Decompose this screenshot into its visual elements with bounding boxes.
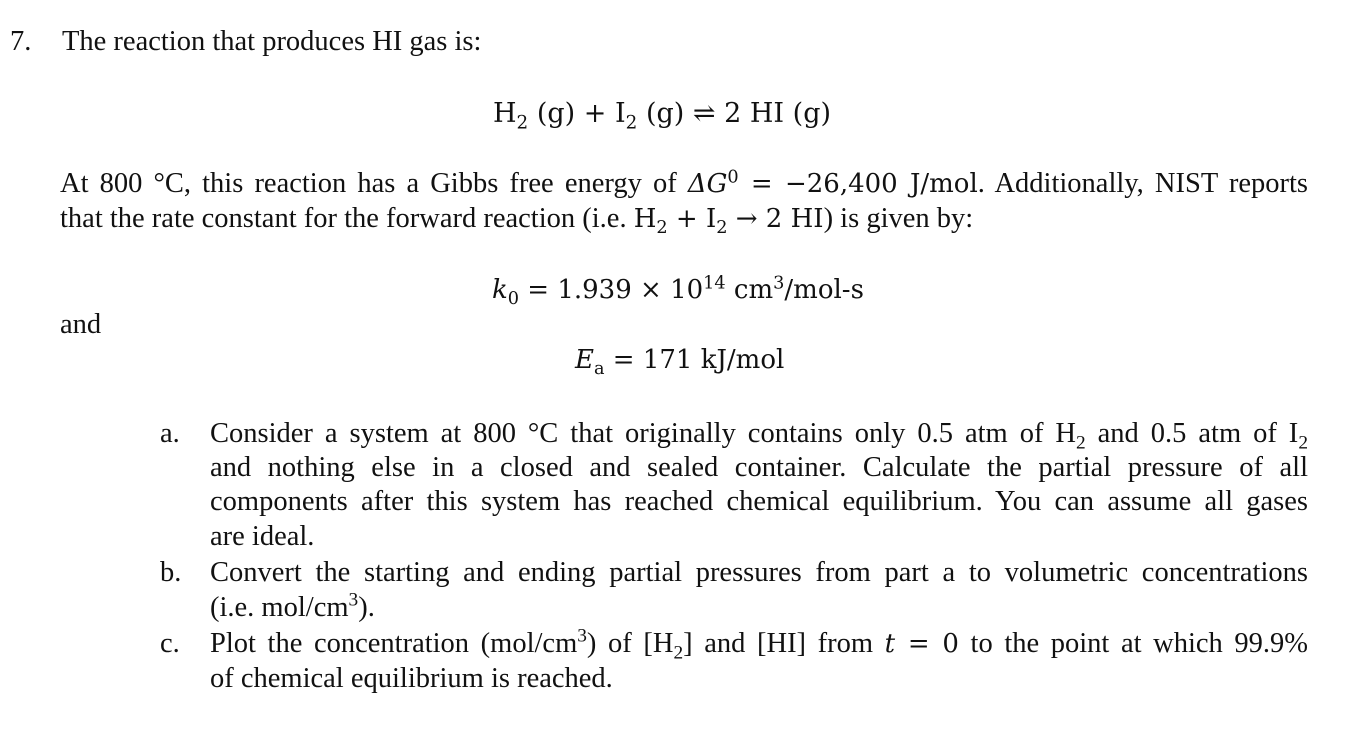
part-b-label: b.: [160, 557, 182, 588]
part-a-line-1: Consider a system at 800 °C that originally contains only 0.5 atm of $H_2$ and 0.5 atm of $I_2$: [210, 418, 1308, 454]
part-b-line-1: Convert the starting and ending partial pressures from part a to volumetric concentrations: [210, 557, 1308, 588]
and-word: and: [60, 309, 102, 340]
gibbs-paragraph-line-1: At 800 °C, this reaction has a Gibbs free energy of $\Delta G^0 = -26,400$ J/mol. Additionally, NIST reports: [60, 167, 1308, 199]
part-b-line-2: (i.e. mol/$cm^3$).: [210, 589, 375, 623]
reaction-equation: $H_2$ $(g) + I_2$ (g) ⇌ 2 HI (g): [493, 98, 832, 134]
part-a-line-3: components after this system has reached chemical equilibrium. You can assume all gases: [210, 486, 1308, 517]
part-a-line-2: and nothing else in a closed and sealed container. Calculate the partial pressure of all: [210, 452, 1308, 483]
part-c-line-2: of chemical equilibrium is reached.: [210, 663, 613, 694]
question-number: 7.: [10, 26, 32, 57]
part-c-line-1: Plot the concentration $(mol/cm^3)$ of $[H_2]$ and [HI] from t = 0 to the point at which 99.9%: [210, 625, 1308, 664]
gibbs-paragraph-line-2: that the rate constant for the forward reaction (i.e. $H_2 + I_2 \to 2$ HI) is given by:: [60, 203, 974, 239]
rate-constant-equation: $k_0 = 1.939 \times 10^{14}$ $cm^3/mol-s$: [492, 273, 864, 310]
activation-energy-equation: $E_a = 171$ kJ/mol: [575, 345, 785, 380]
part-a-label: a.: [160, 418, 180, 449]
part-c-label: c.: [160, 628, 180, 659]
question-intro: The reaction that produces HI gas is:: [62, 26, 482, 57]
part-a-line-4: are ideal.: [210, 521, 315, 552]
